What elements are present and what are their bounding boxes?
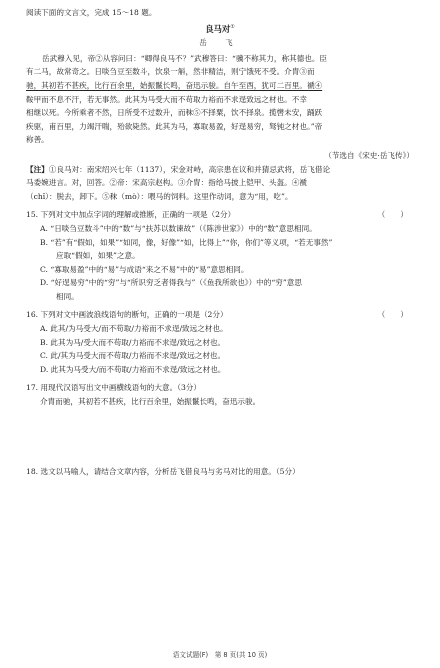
annotation-notes — [26, 163, 414, 204]
passage-author: 岳 飞 — [199, 38, 241, 48]
question-16-answer-blank[interactable]: （ ） — [377, 310, 408, 320]
passage-title — [26, 23, 414, 37]
question-15-option-c: C. “寡取易盈”中的“易”与成语“来之不易”中的“易”意思相同。 — [40, 264, 249, 274]
question-17-stem: 17. 用现代汉语写出文中画横线语句的大意。（3分） — [26, 383, 201, 393]
question-15 — [26, 208, 414, 303]
question-16-option-a: A. 此其/为马受大/而不苟取/力裕而不求逞/致远之材也。 — [40, 324, 228, 334]
question-15-option-d-cont: 相同。 — [56, 291, 79, 301]
passage-line-1: 岳武穆入见，帝②从容问曰：“卿得良马不？”武穆答曰：“骥不称其力，称其德也。臣 — [42, 53, 328, 63]
note-label: 【注】 — [26, 164, 49, 174]
question-18 — [26, 465, 414, 479]
question-15-option-b-cont: 应取“假如，如果”之意。 — [56, 251, 140, 261]
question-16-option-d: D. 此其为马受大/而不苟取/力裕而不求逞/致远之材也。 — [40, 364, 226, 374]
question-17-sentence: 介胄而驰，其初若不甚疾，比行百余里，始振鬣长鸣，奋迅示骏。 — [40, 397, 261, 407]
question-18-stem: 18. 选文以马喻人，请结合文章内容，分析岳飞借良马与劣马对比的用意。（5分） — [26, 466, 300, 476]
passage-title-text: 良马对 — [205, 23, 231, 34]
question-17 — [26, 381, 414, 408]
passage-line-5: 相继以死。今所乘者不然，日所受不过数升，而秣⑤不择粟，饮不择泉。揽辔未安，踊跃 — [26, 108, 323, 118]
passage-line-4: 鞍甲而不息不汗，若无事然。此其为马受大而不苟取力裕而不求逞致远之材也。不幸 — [26, 94, 307, 104]
passage-line-2-text: 有二马，故常奇之。日啖刍豆至数斗，饮泉一斛，然非精洁，则宁饿死不受。介胄③而 — [26, 67, 315, 77]
question-15-option-b: B. “若”有“假如，如果”“如同，像，好像”“如，比得上”“你，你们”等义项，“若无事然” — [40, 237, 333, 247]
question-16-stem: 16. 下列对文中画波浪线语句的断句，正确的一项是（2分） — [26, 310, 228, 320]
note-line-2: 马委婉进言。对，回答。②帝：宋高宗赵构。③介胄：指给马披上铠甲、头盔。④褫 — [26, 178, 307, 188]
passage-line-6: 疾驱，甫百里，力竭汗喘，殆欲毙然。此其为马，寡取易盈，好逞易穷，驽钝之材也。”帝 — [26, 121, 323, 131]
passage-body — [26, 52, 414, 147]
note-line-1 — [26, 163, 414, 177]
question-16-option-b: B. 此其为马/受大而不苟取/力裕而不求逞/致远之材也。 — [40, 337, 226, 347]
passage-source: （节选自《宋史·岳飞传》） — [324, 150, 414, 160]
passage-line-2 — [26, 65, 414, 79]
passage-line-7: 称善。 — [26, 135, 49, 145]
note-line-3: （chǐ）：脱去，卸下。⑤秣（mò）：喂马的饲料。这里作动词，意为“用，吃”。 — [26, 191, 293, 201]
title-footnote-mark: ① — [230, 23, 235, 30]
page-footer: 语文试题(F) 第 8 页(共 10 页) — [172, 651, 268, 659]
question-16-option-c: C. 此/其为马受大而不苟取/力裕而不求逞/致远之材也。 — [40, 351, 226, 361]
question-15-option-d: D. “好逞易穷”中的“穷”与“所识穷乏者得我与”（《鱼我所欲也》）中的“穷”意思 — [40, 278, 302, 288]
question-15-option-a: A. “日啖刍豆数斗”中的“数”与“扶苏以数谏故”（《陈涉世家》）中的“数”意思相同。 — [40, 223, 317, 233]
passage-line-3: 驰，其初若不甚疾，比行百余里，始振鬣长鸣，奋迅示骏。自午至酉，犹可二百里。褫④ — [26, 80, 323, 90]
note-line-1-text: ①良马对：南宋绍兴七年（1137），宋金对峙，高宗患在议和并猜忌武将，岳飞借论 — [48, 164, 331, 174]
question-16 — [26, 308, 414, 376]
reading-instruction: 阅读下面的文言文，完成 15～18 题。 — [26, 8, 157, 17]
question-15-stem: 15. 下列对文中加点字词的理解或推断，正确的一项是（2分） — [26, 210, 236, 220]
question-15-answer-blank[interactable]: （ ） — [377, 210, 408, 220]
